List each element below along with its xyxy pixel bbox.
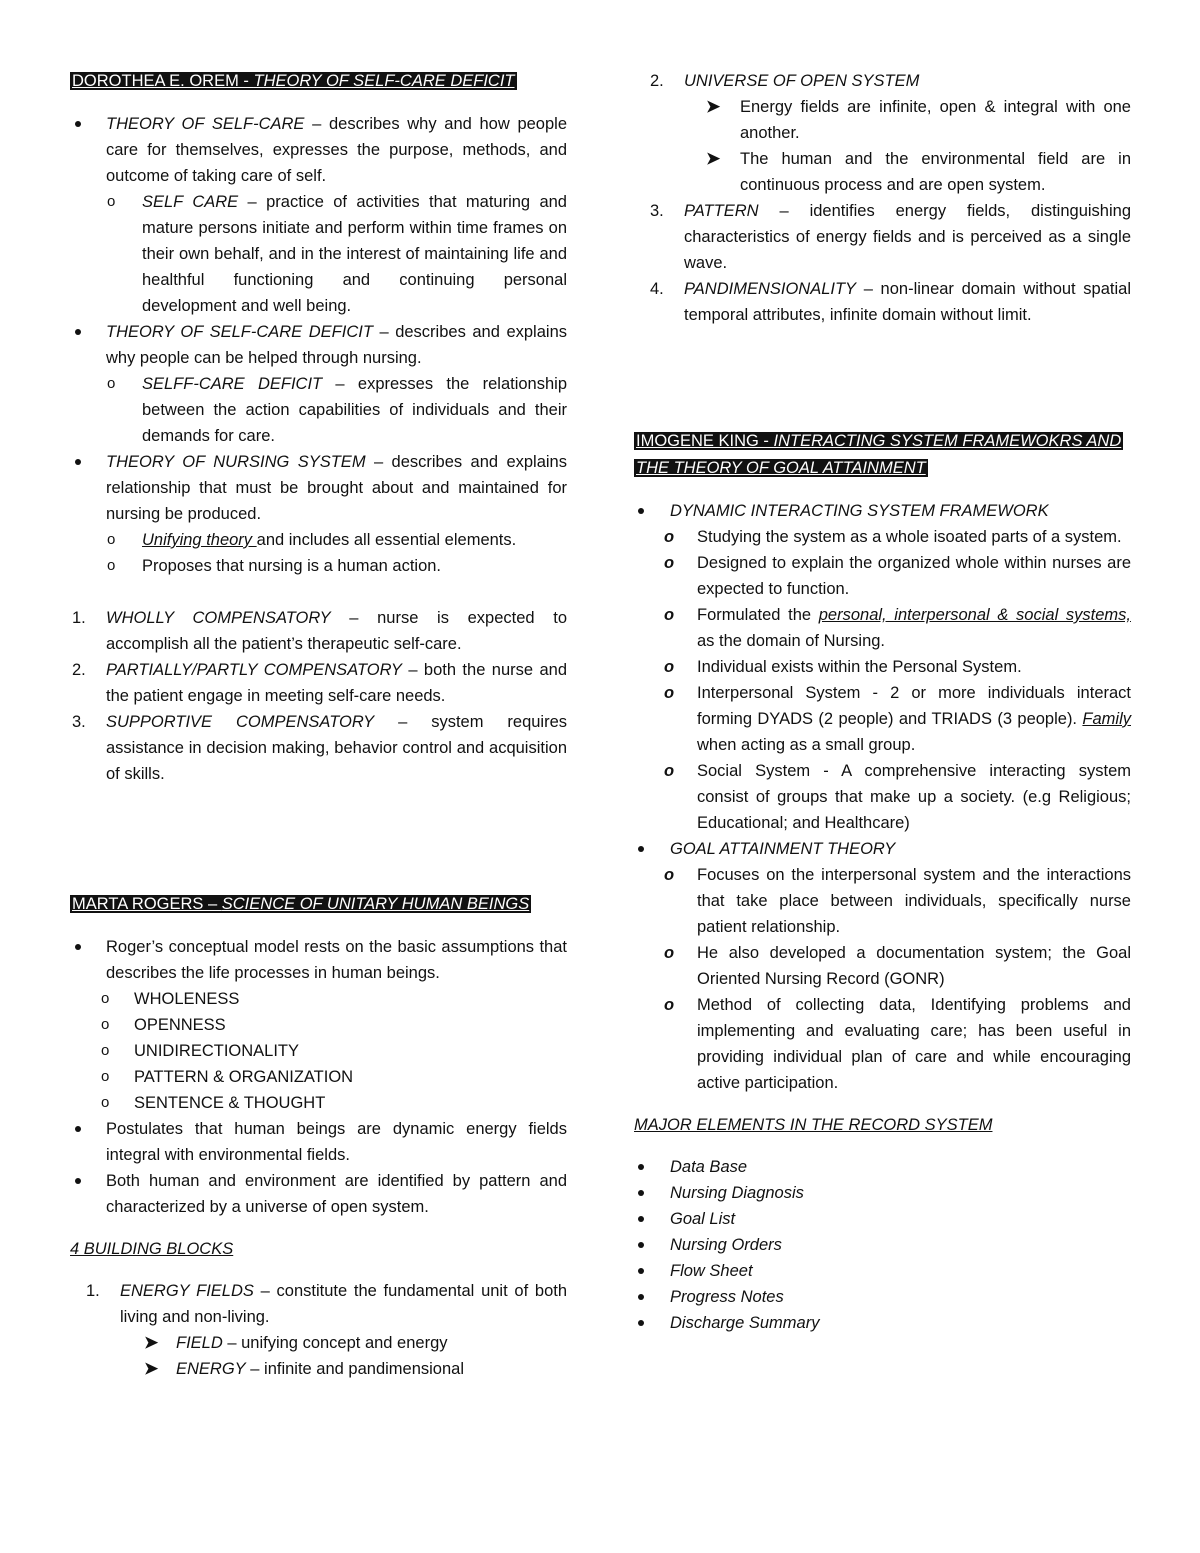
sub-bullet-icon: o: [664, 866, 675, 884]
assumption-label: PATTERN & ORGANIZATION: [134, 1068, 354, 1086]
universe-term: UNIVERSE OF OPEN SYSTEM: [684, 72, 920, 90]
orem-header-name: DOROTHEA E. OREM -: [72, 72, 254, 90]
king-framework-item: [634, 498, 1131, 524]
bullet-icon: [638, 1190, 644, 1196]
universe-item: [634, 68, 1131, 94]
universe-point-2: [634, 146, 1131, 198]
king-header-name: IMOGENE KING -: [636, 432, 774, 450]
king-formulated-post: as the domain of Nursing.: [697, 632, 886, 650]
sub-bullet-icon: o: [664, 554, 675, 572]
deficit-theory-text: – describes and explains why people can be helped through nursing.: [106, 323, 567, 367]
orem-deficit-theory-item: [70, 319, 567, 371]
self-care-term: SELF CARE: [142, 193, 239, 211]
orem-self-care-item: [70, 189, 567, 319]
sub-bullet-icon: o: [101, 1042, 110, 1059]
bullet-icon: [638, 1294, 644, 1300]
sub-bullet-icon: o: [664, 996, 675, 1014]
sub-bullet-icon: o: [107, 557, 116, 574]
orem-header-title: THEORY OF SELF-CARE DEFICIT: [253, 72, 515, 90]
king-social-item: [634, 758, 1131, 836]
king-formulated-systems: personal, interpersonal & social systems,: [818, 606, 1131, 624]
king-method-item: [634, 992, 1131, 1096]
pandimensionality-text: – non-linear domain without spatial temporal attributes, infinite domain without limit.: [684, 280, 1131, 324]
bullet-icon: [638, 846, 644, 852]
king-interpersonal-item: [634, 680, 1131, 758]
field-term: FIELD: [176, 1334, 223, 1352]
assumption-item-5: [70, 1090, 567, 1116]
sub-bullet-icon: o: [101, 1016, 110, 1033]
rogers-both-text: Both human and environment are identified by pattern and characterized by a universe of open system.: [106, 1172, 567, 1216]
record-system-heading: MAJOR ELEMENTS IN THE RECORD SYSTEM: [634, 1116, 993, 1134]
energy-term: ENERGY: [176, 1360, 246, 1378]
king-interpersonal-text: Interpersonal System - 2 or more individuals interact forming DYADS (2 people) and TRIADS (3 people).: [697, 684, 1131, 728]
bullet-icon: [638, 1164, 644, 1170]
assumption-label: OPENNESS: [134, 1016, 226, 1034]
unifying-text: and includes all essential elements.: [256, 531, 517, 549]
universe-point-1: [634, 94, 1131, 146]
king-header: [634, 428, 1131, 482]
compensatory-text: – system requires assistance in decision making, behavior control and acquisition of skills.: [106, 713, 568, 783]
nursing-system-text: – describes and explains relationship that must be brought about and maintained for nursing be produced.: [106, 453, 567, 523]
orem-self-care-theory-item: [70, 111, 567, 189]
rogers-header-name: MARTA ROGERS –: [72, 895, 222, 913]
record-element-label: Discharge Summary: [670, 1314, 820, 1332]
compensatory-term: WHOLLY COMPENSATORY: [106, 609, 331, 627]
building-blocks-heading: 4 BUILDING BLOCKS: [70, 1240, 234, 1258]
universe-point-text: Energy fields are infinite, open & integral with one another.: [740, 98, 1131, 142]
assumption-label: UNIDIRECTIONALITY: [134, 1042, 300, 1060]
sub-bullet-icon: o: [664, 606, 675, 624]
king-method-text: Method of collecting data, Identifying problems and implementing and evaluating care; has been useful in providing individual plan of care and while encouraging active participation.: [697, 996, 1131, 1092]
king-formulated-pre: Formulated the: [697, 606, 819, 624]
king-individual-item: [634, 654, 1131, 680]
record-element-3: [634, 1206, 1131, 1232]
record-element-label: Flow Sheet: [670, 1262, 753, 1280]
king-documentation-item: [634, 940, 1131, 992]
bullet-icon: [638, 1320, 644, 1326]
pattern-text: – identifies energy fields, distinguishing characteristics of energy fields and is perceived as a single wave.: [684, 202, 1131, 272]
bullet-icon: [75, 1126, 81, 1132]
bullet-icon: [75, 121, 81, 127]
sub-bullet-icon: o: [664, 684, 675, 702]
bullet-icon: [638, 508, 644, 514]
record-element-6: [634, 1284, 1131, 1310]
sub-bullet-icon: o: [101, 1068, 110, 1085]
sub-bullet-icon: o: [107, 375, 116, 392]
rogers-both-item: [70, 1168, 567, 1220]
self-care-text: – practice of activities that maturing and mature persons initiate and perform within time frames on their own behalf, and in the interest of maintaining life and healthful functioning and continuing personal development and well being.: [142, 193, 567, 315]
proposes-text: Proposes that nursing is a human action.: [142, 557, 442, 575]
energy-fields-item: [70, 1278, 567, 1330]
orem-unifying-item: [70, 527, 567, 553]
universe-point-text: The human and the environmental field are in continuous process and are open system.: [740, 150, 1131, 194]
list-number: 2.: [72, 661, 86, 679]
king-goal-item: [634, 836, 1131, 862]
king-framework-term: DYNAMIC INTERACTING SYSTEM FRAMEWORK: [670, 502, 1049, 520]
list-number: 3.: [72, 713, 86, 731]
field-text: – unifying concept and energy: [222, 1334, 448, 1352]
sub-bullet-icon: o: [664, 762, 675, 780]
bullet-icon: [638, 1242, 644, 1248]
pandimensionality-term: PANDIMENSIONALITY: [684, 280, 857, 298]
record-element-label: Goal List: [670, 1210, 736, 1228]
list-number: 4.: [650, 280, 664, 298]
left-column: [70, 68, 567, 1382]
orem-header: [70, 68, 567, 95]
list-number: 1.: [72, 609, 86, 627]
bullet-icon: [75, 329, 81, 335]
pandimensionality-item: [634, 276, 1131, 328]
rogers-header: [70, 891, 567, 918]
record-element-7: [634, 1310, 1131, 1336]
pattern-term: PATTERN: [684, 202, 759, 220]
king-studying-item: [634, 524, 1131, 550]
compensatory-item-3: [70, 709, 567, 787]
bullet-icon: [75, 459, 81, 465]
king-family-term: Family: [1082, 710, 1131, 728]
sub-bullet-icon: o: [101, 1094, 110, 1111]
right-column: [634, 68, 1131, 1336]
self-care-theory-text: – describes why and how people care for themselves, expresses the purpose, methods, and outcome of taking care of self.: [106, 115, 567, 185]
bullet-icon: [638, 1216, 644, 1222]
record-element-5: [634, 1258, 1131, 1284]
list-number: 3.: [650, 202, 664, 220]
compensatory-item-1: [70, 605, 567, 657]
king-designed-item: [634, 550, 1131, 602]
record-element-label: Progress Notes: [670, 1288, 784, 1306]
pattern-item: [634, 198, 1131, 276]
king-individual-text: Individual exists within the Personal System.: [697, 658, 1022, 676]
record-element-4: [634, 1232, 1131, 1258]
bullet-icon: [75, 944, 81, 950]
rogers-model-item: [70, 934, 567, 986]
orem-nursing-system-item: [70, 449, 567, 527]
compensatory-text: – nurse is expected to accomplish all the patient’s therapeutic self-care.: [106, 609, 567, 653]
selff-care-term: SELFF-CARE DEFICIT: [142, 375, 323, 393]
energy-fields-term: ENERGY FIELDS: [120, 1282, 254, 1300]
arrow-bullet-icon: ➤: [144, 1333, 159, 1352]
record-element-label: Data Base: [670, 1158, 748, 1176]
king-focuses-item: [634, 862, 1131, 940]
nursing-system-term: THEORY OF NURSING SYSTEM: [106, 453, 366, 471]
sub-bullet-icon: o: [101, 990, 110, 1007]
king-social-text: Social System - A comprehensive interacting system consist of groups that make up a society. (e.g Religious; Educational; and Healthcare): [697, 762, 1131, 832]
rogers-model-text: Roger’s conceptual model rests on the basic assumptions that describes the life processes in human beings.: [106, 938, 567, 982]
arrow-bullet-icon: ➤: [706, 149, 721, 168]
king-formulated-item: [634, 602, 1131, 654]
assumption-item-1: [70, 986, 567, 1012]
king-focuses-text: Focuses on the interpersonal system and the interactions that take place between individuals, specifically nurse patient relationship.: [697, 866, 1131, 936]
sub-bullet-icon: o: [664, 944, 675, 962]
sub-bullet-icon: o: [107, 531, 116, 548]
orem-selff-care-item: [70, 371, 567, 449]
deficit-theory-term: THEORY OF SELF-CARE DEFICIT: [106, 323, 373, 341]
rogers-postulates-text: Postulates that human beings are dynamic energy fields integral with environmental fields.: [106, 1120, 567, 1164]
arrow-bullet-icon: ➤: [706, 97, 721, 116]
bullet-icon: [638, 1268, 644, 1274]
assumption-label: SENTENCE & THOUGHT: [134, 1094, 326, 1112]
rogers-postulates-item: [70, 1116, 567, 1168]
record-element-2: [634, 1180, 1131, 1206]
bullet-icon: [75, 1178, 81, 1184]
sub-bullet-icon: o: [107, 193, 116, 210]
energy-fields-text: – constitute the fundamental unit of both living and non-living.: [120, 1282, 568, 1326]
assumption-label: WHOLENESS: [134, 990, 240, 1008]
compensatory-text: – both the nurse and the patient engage in meeting self-care needs.: [106, 661, 567, 705]
energy-item: [70, 1356, 567, 1382]
record-element-label: Nursing Diagnosis: [670, 1184, 804, 1202]
assumption-item-2: [70, 1012, 567, 1038]
selff-care-text: – expresses the relationship between the action capabilities of individuals and their demands for care.: [142, 375, 567, 445]
compensatory-term: SUPPORTIVE COMPENSATORY: [106, 713, 375, 731]
list-number: 1.: [86, 1282, 100, 1300]
sub-bullet-icon: o: [664, 528, 675, 546]
king-goal-term: GOAL ATTAINMENT THEORY: [670, 840, 896, 858]
unifying-term: Unifying theory: [142, 531, 257, 549]
compensatory-term: PARTIALLY/PARTLY COMPENSATORY: [106, 661, 402, 679]
king-documentation-text: He also developed a documentation system; the Goal Oriented Nursing Record (GONR): [697, 944, 1131, 988]
record-element-1: [634, 1154, 1131, 1180]
assumption-item-4: [70, 1064, 567, 1090]
king-header-title: INTERACTING SYSTEM FRAMEWOKRS AND THE THEORY OF GOAL ATTAINMENT: [636, 432, 1122, 477]
compensatory-item-2: [70, 657, 567, 709]
rogers-header-title: SCIENCE OF UNITARY HUMAN BEINGS: [221, 895, 530, 913]
self-care-theory-term: THEORY OF SELF-CARE: [106, 115, 305, 133]
record-element-label: Nursing Orders: [670, 1236, 782, 1254]
energy-text: – infinite and pandimensional: [245, 1360, 465, 1378]
king-family-text: when acting as a small group.: [697, 736, 916, 754]
field-item: [70, 1330, 567, 1356]
assumption-item-3: [70, 1038, 567, 1064]
list-number: 2.: [650, 72, 664, 90]
arrow-bullet-icon: ➤: [144, 1359, 159, 1378]
orem-proposes-item: [70, 553, 567, 579]
king-designed-text: Designed to explain the organized whole within nurses are expected to function.: [697, 554, 1131, 598]
sub-bullet-icon: o: [664, 658, 675, 676]
king-studying-text: Studying the system as a whole isoated parts of a system.: [697, 528, 1122, 546]
